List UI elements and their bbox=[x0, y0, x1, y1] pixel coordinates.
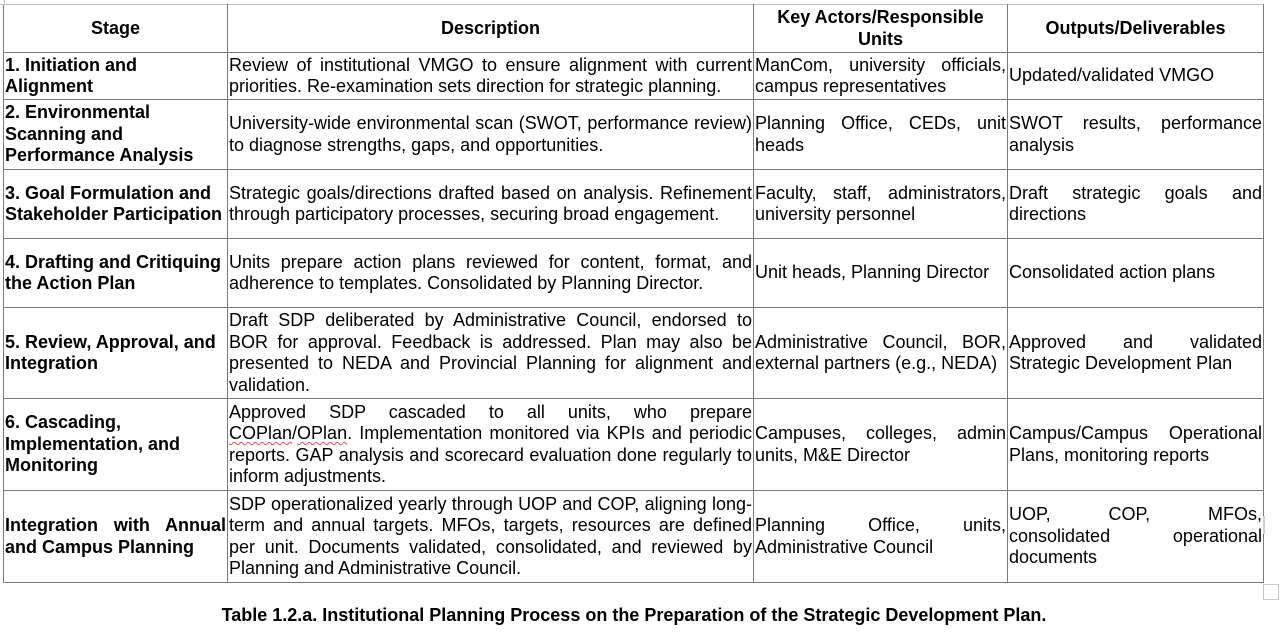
description-cell: Review of institutional VMGO to ensure alignment with current priorities. Re-examination sets direction for strategic planning. bbox=[228, 53, 754, 100]
stage-cell: 4. Drafting and Critiquing the Action Plan bbox=[4, 239, 228, 308]
description-text: / bbox=[292, 423, 298, 443]
spellcheck-flagged-word[interactable]: COPlan bbox=[229, 423, 293, 443]
header-description: Description bbox=[228, 5, 754, 53]
planning-process-table bbox=[3, 4, 1264, 583]
actors-cell: Administrative Council, BOR, external partners (e.g., NEDA) bbox=[754, 308, 1008, 399]
description-cell: Strategic goals/directions drafted based on analysis. Refinement through participatory processes, securing broad engagement. bbox=[228, 170, 754, 239]
outputs-cell: UOP, COP, MFOs, consolidated operational documents bbox=[1008, 491, 1264, 583]
header-actors: Key Actors/Responsible Units bbox=[754, 5, 1008, 53]
outputs-cell: SWOT results, performance analysis bbox=[1008, 100, 1264, 170]
table-end-marker[interactable] bbox=[1263, 584, 1279, 600]
actors-cell: Unit heads, Planning Director bbox=[754, 239, 1008, 308]
stage-cell: 1. Initiation and Alignment bbox=[4, 53, 228, 100]
table-row bbox=[4, 399, 1264, 491]
actors-cell: Faculty, staff, administrators, university personnel bbox=[754, 170, 1008, 239]
outputs-cell: Consolidated action plans bbox=[1008, 239, 1264, 308]
table-row bbox=[4, 170, 1264, 239]
description-cell: University-wide environmental scan (SWOT, performance review) to diagnose strengths, gaps, and opportunities. bbox=[228, 100, 754, 170]
stage-cell: 5. Review, Approval, and Integration bbox=[4, 308, 228, 399]
outputs-cell: Updated/validated VMGO bbox=[1008, 53, 1264, 100]
outputs-cell: Approved and validated Strategic Development Plan bbox=[1008, 308, 1264, 399]
outputs-cell: Draft strategic goals and directions bbox=[1008, 170, 1264, 239]
table-row bbox=[4, 239, 1264, 308]
table-row bbox=[4, 491, 1264, 583]
actors-cell: Planning Office, CEDs, unit heads bbox=[754, 100, 1008, 170]
stage-cell: Integration with Annual and Campus Planning bbox=[4, 491, 228, 583]
table-row bbox=[4, 100, 1264, 170]
stage-cell: 3. Goal Formulation and Stakeholder Participation bbox=[4, 170, 228, 239]
spellcheck-flagged-word[interactable]: OPlan bbox=[297, 423, 348, 443]
table-caption: Table 1.2.a. Institutional Planning Process on the Preparation of the Strategic Development Plan. bbox=[221, 605, 1047, 625]
outputs-cell: Campus/Campus Operational Plans, monitoring reports bbox=[1008, 399, 1264, 491]
actors-cell: ManCom, university officials, campus representatives bbox=[754, 53, 1008, 100]
header-outputs: Outputs/Deliverables bbox=[1008, 5, 1264, 53]
table-row bbox=[4, 53, 1264, 100]
actors-cell: Campuses, colleges, admin units, M&E Director bbox=[754, 399, 1008, 491]
actors-cell: Planning Office, units, Administrative Council bbox=[754, 491, 1008, 583]
description-cell: Units prepare action plans reviewed for content, format, and adherence to templates. Consolidated by Planning Director. bbox=[228, 239, 754, 308]
stage-cell: 6. Cascading, Implementation, and Monitoring bbox=[4, 399, 228, 491]
table-row bbox=[4, 308, 1264, 399]
description-text: . Implementation monitored via KPIs and periodic reports. GAP analysis and scorecard evaluation done regularly to inform adjustments. bbox=[229, 423, 752, 486]
table-header-row bbox=[4, 5, 1264, 53]
description-cell: Draft SDP deliberated by Administrative Council, endorsed to BOR for approval. Feedback is addressed. Plan may also be presented to NEDA and Provincial Planning for alignment and validation. bbox=[228, 308, 754, 399]
description-text: Approved SDP cascaded to all units, who prepare bbox=[229, 401, 752, 422]
row-resize-marker bbox=[1263, 516, 1265, 534]
description-cell: SDP operationalized yearly through UOP and COP, aligning long-term and annual targets. MFOs, targets, resources are defined per unit. Documents validated, consolidated, and reviewed by Planning and Administrative Council. bbox=[228, 491, 754, 583]
header-stage: Stage bbox=[4, 5, 228, 53]
stage-cell: 2. Environmental Scanning and Performance Analysis bbox=[4, 100, 228, 170]
description-cell bbox=[228, 399, 754, 491]
